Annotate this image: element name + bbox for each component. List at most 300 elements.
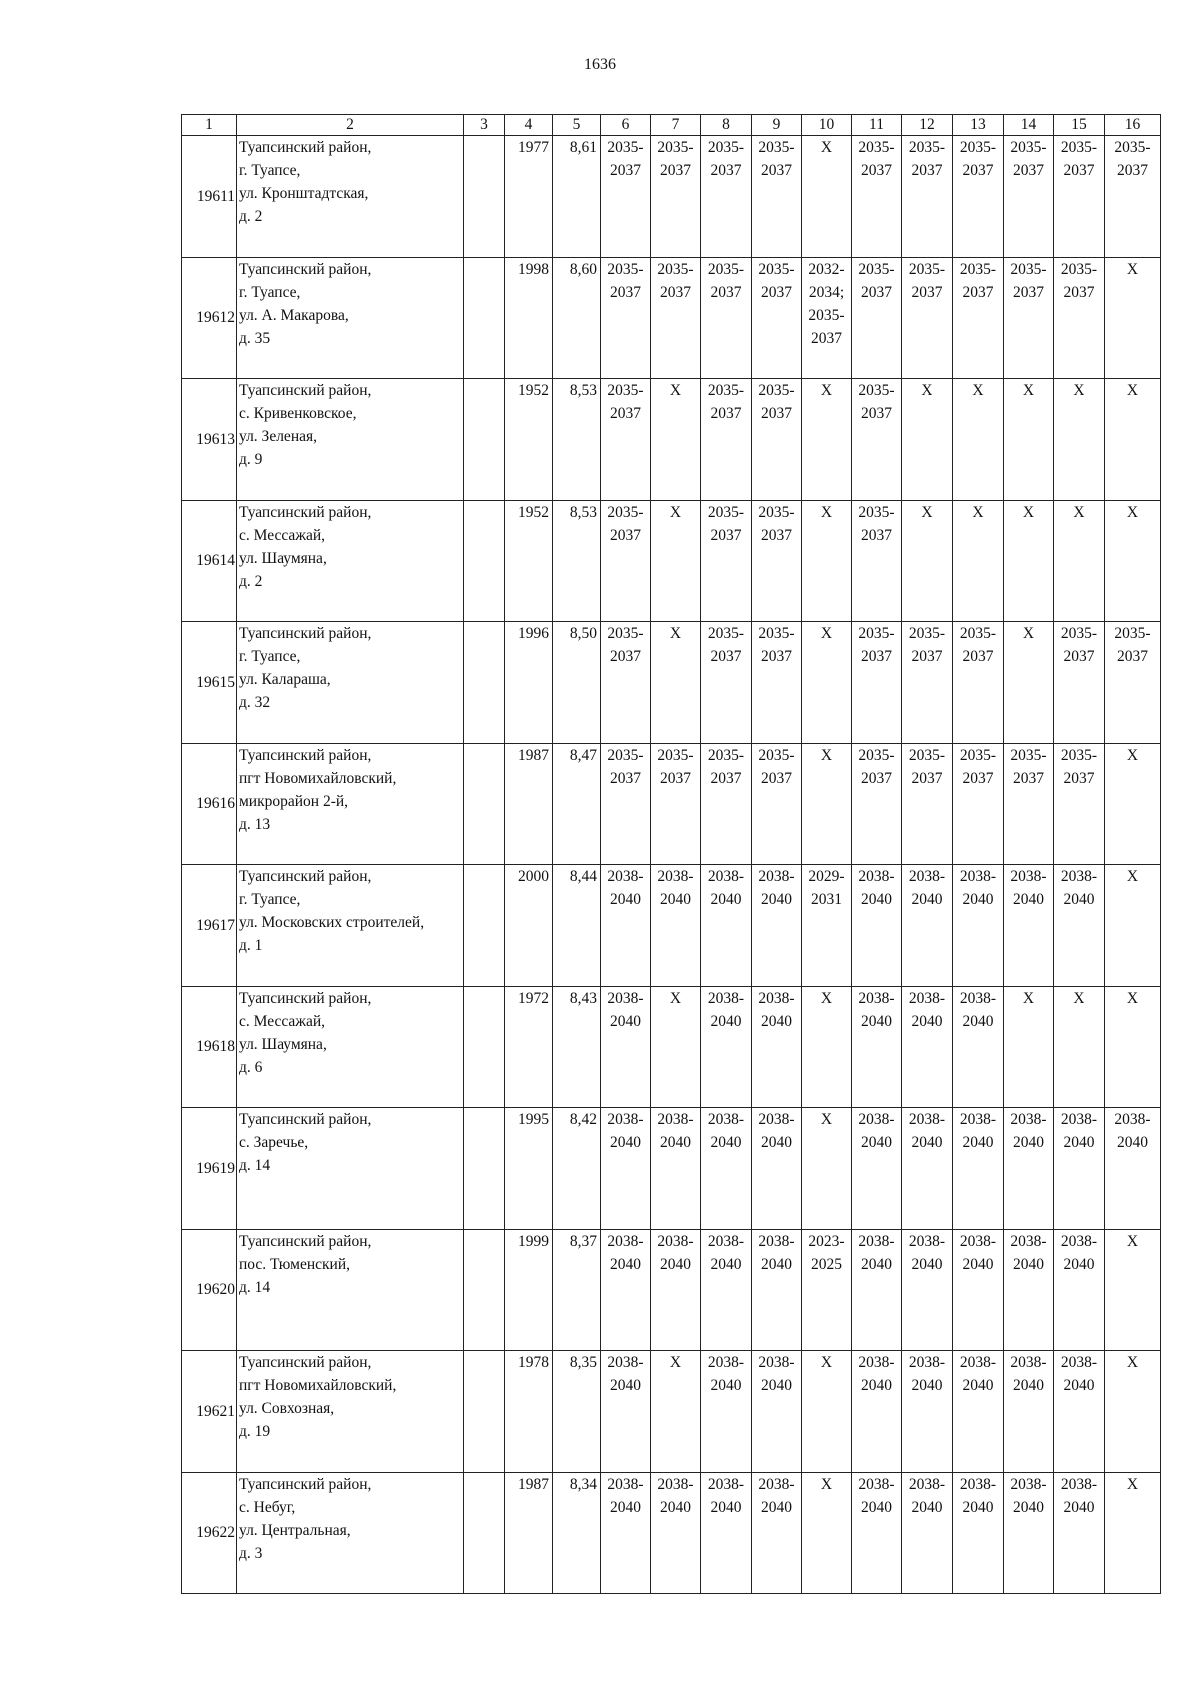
period-line: 2040: [911, 1377, 943, 1394]
period-cell: [1004, 1351, 1054, 1473]
column-header-11: 11: [852, 115, 902, 136]
period-cell: [1004, 986, 1054, 1108]
page-number: 1636: [584, 56, 616, 73]
period-cell: [902, 1351, 953, 1473]
period-cell: [601, 986, 651, 1108]
period-line: 2040: [911, 891, 943, 908]
index-cell: 8,43: [553, 986, 601, 1108]
period-cell: [802, 743, 852, 865]
address-cell: [237, 865, 464, 987]
period-line: 2038-: [657, 868, 694, 885]
address-line: д. 2: [239, 572, 263, 590]
period-line: 2040: [761, 1255, 792, 1273]
period-line: 2038-: [758, 1354, 795, 1371]
period-cell: [701, 743, 752, 865]
register-table: [181, 114, 1161, 1594]
period-cell: [852, 379, 902, 501]
period-cell: [852, 500, 902, 622]
column-3-cell: [464, 622, 505, 744]
period-line: 2038-: [1010, 1354, 1047, 1371]
period-line: 2037: [761, 283, 792, 301]
column-header-8: 8: [701, 115, 752, 136]
period-cell: [701, 986, 752, 1108]
period-cell: [802, 500, 852, 622]
period-line: 2037: [861, 769, 892, 787]
period-line: 2031: [811, 891, 842, 908]
period-line: 2038-: [607, 1354, 644, 1371]
period-line: 2040: [761, 1377, 792, 1394]
address-line: Туапсинский район,: [239, 139, 372, 156]
period-line: 2038-: [959, 1232, 997, 1250]
period-cell: [802, 136, 852, 258]
column-header-7: 7: [651, 115, 701, 136]
period-line: 2037: [710, 769, 742, 787]
table-row: [182, 500, 1161, 622]
period-line: 2037: [710, 526, 742, 544]
period-cell: [902, 500, 953, 622]
period-line: 2035-: [858, 746, 895, 764]
period-line: 2038-: [959, 1354, 997, 1371]
period-cell: [701, 1108, 752, 1230]
period-cell: [1004, 500, 1054, 622]
period-cell: [651, 500, 701, 622]
period-cell: [802, 1229, 852, 1351]
address-line: д. 2: [239, 208, 263, 225]
period-line: 2040: [1063, 891, 1095, 908]
period-cell: [1105, 986, 1161, 1108]
period-line: 2040: [710, 1012, 742, 1030]
index-cell: 8,50: [553, 622, 601, 744]
period-line: 2038-: [959, 868, 997, 885]
period-cell: [852, 865, 902, 987]
address-line: Туапсинский район,: [239, 989, 372, 1007]
period-cell: [752, 1472, 802, 1594]
period-line: 2035-: [858, 260, 895, 278]
period-cell: [601, 500, 651, 622]
period-cell: [953, 136, 1004, 258]
period-line: 2038-: [607, 1111, 644, 1128]
period-line: 2029-: [808, 868, 845, 885]
period-line: X: [820, 989, 833, 1007]
period-line: 2040: [610, 1134, 641, 1151]
period-line: 2040: [861, 1012, 892, 1030]
period-line: 2038-: [707, 1475, 745, 1493]
period-line: 2035-: [707, 746, 745, 764]
period-line: X: [820, 382, 833, 399]
address-line: микрорайон 2-й,: [239, 792, 349, 810]
column-3-cell: [464, 865, 505, 987]
period-line: 2037: [761, 405, 792, 422]
header-row: [182, 115, 1161, 136]
period-cell: [701, 379, 752, 501]
period-line: X: [669, 382, 682, 399]
period-line: 2040: [660, 1255, 691, 1273]
column-3-cell: [464, 1229, 505, 1351]
column-header-2: 2: [237, 115, 464, 136]
period-line: 2040: [962, 1498, 994, 1516]
address-line: Туапсинский район,: [239, 1111, 372, 1128]
period-line: 2037: [1063, 769, 1095, 787]
period-cell: [802, 986, 852, 1108]
index-cell: 8,34: [553, 1472, 601, 1594]
period-line: 2038-: [607, 1475, 644, 1493]
address-cell: [237, 1472, 464, 1594]
table-row: [182, 743, 1161, 865]
column-header-1: 1: [182, 115, 237, 136]
address-cell: [237, 136, 464, 258]
row-number: 19612: [182, 257, 237, 379]
table-body: [182, 136, 1161, 1594]
period-cell: [651, 136, 701, 258]
address-cell: [237, 986, 464, 1108]
period-line: 2040: [761, 1134, 792, 1151]
index-cell: 8,44: [553, 865, 601, 987]
period-line: 2040: [710, 1498, 742, 1516]
period-cell: [902, 986, 953, 1108]
table-row: [182, 986, 1161, 1108]
period-line: 2035-: [758, 625, 795, 642]
period-line: X: [1126, 1475, 1139, 1493]
period-line: 2040: [610, 1498, 641, 1516]
period-line: 2037: [761, 648, 792, 665]
period-line: 2040: [761, 891, 792, 908]
year-cell: 1995: [505, 1108, 553, 1230]
period-line: 2040: [962, 891, 994, 908]
address-line: с. Небуг,: [239, 1498, 296, 1516]
period-cell: [953, 986, 1004, 1108]
period-line: 2040: [1063, 1134, 1095, 1151]
address-line: Туапсинский район,: [239, 746, 372, 764]
period-cell: [953, 500, 1004, 622]
period-line: X: [1073, 382, 1085, 399]
address-line: д. 6: [239, 1058, 263, 1076]
period-line: 2037: [911, 162, 943, 179]
period-line: X: [1126, 382, 1139, 399]
period-line: 2035-: [959, 260, 997, 278]
period-line: 2035-: [707, 625, 745, 642]
period-line: 2037: [660, 162, 691, 179]
period-line: 2038-: [858, 1475, 895, 1493]
period-line: 2038-: [657, 1475, 694, 1493]
period-line: 2040: [610, 1012, 641, 1030]
period-line: 2035-: [1010, 746, 1047, 764]
period-cell: [953, 1472, 1004, 1594]
period-line: 2040: [861, 891, 892, 908]
period-cell: [701, 1229, 752, 1351]
address-line: с. Кривенковское,: [239, 405, 357, 422]
period-line: 2038-: [959, 989, 997, 1007]
period-line: X: [1073, 989, 1085, 1007]
period-cell: [902, 743, 953, 865]
period-line: X: [820, 139, 833, 156]
period-cell: [1004, 865, 1054, 987]
address-line: Туапсинский район,: [239, 1354, 372, 1371]
period-line: 2037: [610, 526, 641, 544]
column-header-15: 15: [1054, 115, 1105, 136]
period-cell: [902, 1108, 953, 1230]
address-line: Туапсинский район,: [239, 1232, 372, 1250]
period-line: 2037: [861, 648, 892, 665]
period-line: X: [1126, 1354, 1139, 1371]
period-line: 2037: [1117, 648, 1148, 665]
period-line: 2035-: [607, 260, 644, 278]
period-line: 2037: [962, 769, 994, 787]
address-line: Туапсинский район,: [239, 503, 372, 521]
index-cell: 8,37: [553, 1229, 601, 1351]
table-row: [182, 257, 1161, 379]
table-row: [182, 1472, 1161, 1594]
table-row: [182, 379, 1161, 501]
period-line: 2037: [710, 162, 742, 179]
period-line: 2037: [660, 769, 691, 787]
period-cell: [701, 865, 752, 987]
address-line: ул. Зеленая,: [239, 428, 317, 445]
year-cell: 2000: [505, 865, 553, 987]
period-cell: [1054, 500, 1105, 622]
year-cell: 1952: [505, 500, 553, 622]
period-line: 2040: [610, 891, 641, 908]
period-cell: [1004, 622, 1054, 744]
period-line: 2035-: [908, 260, 946, 278]
period-line: X: [1022, 625, 1035, 642]
column-header-10: 10: [802, 115, 852, 136]
period-line: 2038-: [908, 1354, 946, 1371]
column-header-4: 4: [505, 115, 553, 136]
period-line: 2035-: [607, 382, 644, 399]
address-line: с. Мессажай,: [239, 526, 326, 544]
period-line: 2040: [911, 1134, 943, 1151]
period-line: 2035-: [758, 746, 795, 764]
period-cell: [752, 257, 802, 379]
address-line: д. 9: [239, 451, 263, 468]
address-line: с. Заречье,: [239, 1134, 309, 1151]
year-cell: 1952: [505, 379, 553, 501]
address-line: д. 35: [239, 329, 271, 347]
period-line: 2038-: [908, 1111, 946, 1128]
period-line: X: [820, 625, 833, 642]
row-number: 19618: [182, 986, 237, 1108]
period-line: 2038-: [1060, 1232, 1098, 1250]
row-number: 19613: [182, 379, 237, 501]
period-cell: [852, 1108, 902, 1230]
period-line: 2037: [1013, 162, 1044, 179]
period-cell: [651, 1351, 701, 1473]
period-line: 2038-: [1060, 1475, 1098, 1493]
period-cell: [701, 1472, 752, 1594]
row-number: 19622: [182, 1472, 237, 1594]
address-line: д. 3: [239, 1544, 263, 1562]
period-cell: [902, 379, 953, 501]
period-line: 2035-: [959, 625, 997, 642]
period-line: 2037: [962, 162, 994, 179]
period-cell: [802, 1351, 852, 1473]
period-cell: [1105, 1108, 1161, 1230]
period-line: 2040: [1117, 1134, 1148, 1151]
column-header-9: 9: [752, 115, 802, 136]
period-line: 2038-: [607, 989, 644, 1007]
period-cell: [1004, 1229, 1054, 1351]
period-cell: [802, 379, 852, 501]
period-line: 2038-: [959, 1475, 997, 1493]
period-line: 2040: [710, 1134, 742, 1151]
period-line: 2035-: [607, 746, 644, 764]
period-line: 2035-: [707, 139, 745, 156]
year-cell: 1987: [505, 1472, 553, 1594]
period-line: X: [820, 1111, 833, 1128]
period-line: 2040: [1063, 1377, 1095, 1394]
period-cell: [953, 622, 1004, 744]
period-cell: [752, 1351, 802, 1473]
period-line: 2038-: [1060, 1111, 1098, 1128]
period-cell: [752, 379, 802, 501]
period-cell: [1054, 986, 1105, 1108]
period-line: 2038-: [858, 989, 895, 1007]
period-cell: [1105, 1351, 1161, 1473]
period-line: X: [820, 503, 833, 521]
period-line: 2035-: [707, 382, 745, 399]
period-line: 2035-: [758, 503, 795, 521]
address-line: ул. А. Макарова,: [239, 306, 349, 324]
period-cell: [752, 743, 802, 865]
period-cell: [852, 622, 902, 744]
period-cell: [1054, 257, 1105, 379]
period-line: X: [1022, 989, 1035, 1007]
period-line: 2035-: [808, 306, 845, 324]
index-cell: 8,47: [553, 743, 601, 865]
address-line: Туапсинский район,: [239, 868, 372, 885]
period-line: 2038-: [758, 1232, 795, 1250]
period-cell: [651, 622, 701, 744]
address-line: пгт Новомихайловский,: [239, 1377, 397, 1394]
address-cell: [237, 257, 464, 379]
column-3-cell: [464, 1108, 505, 1230]
period-line: 2035-: [607, 625, 644, 642]
address-cell: [237, 1351, 464, 1473]
period-line: 2040: [1013, 1377, 1044, 1394]
period-cell: [1105, 500, 1161, 622]
period-line: 2038-: [607, 1232, 644, 1250]
index-cell: 8,35: [553, 1351, 601, 1473]
period-line: 2038-: [758, 1111, 795, 1128]
period-line: 2035-: [1060, 625, 1098, 642]
period-line: 2040: [1013, 891, 1044, 908]
period-line: 2040: [962, 1012, 994, 1030]
period-cell: [1105, 257, 1161, 379]
period-line: 2035-: [707, 503, 745, 521]
period-cell: [852, 743, 902, 865]
period-line: 2035-: [707, 260, 745, 278]
row-number: 19621: [182, 1351, 237, 1473]
column-3-cell: [464, 743, 505, 865]
period-line: X: [1022, 503, 1035, 521]
column-header-14: 14: [1004, 115, 1054, 136]
address-line: г. Туапсе,: [239, 162, 301, 179]
period-line: 2035-: [1060, 260, 1098, 278]
address-line: ул. Шаумяна,: [239, 549, 327, 567]
period-cell: [902, 865, 953, 987]
period-cell: [601, 1472, 651, 1594]
period-cell: [953, 1108, 1004, 1230]
period-line: 2040: [861, 1498, 892, 1516]
period-cell: [1004, 1472, 1054, 1594]
period-cell: [1054, 1351, 1105, 1473]
column-header-16: 16: [1105, 115, 1161, 136]
period-line: 2037: [610, 162, 641, 179]
period-line: 2038-: [758, 989, 795, 1007]
period-line: X: [972, 503, 984, 521]
period-cell: [1054, 865, 1105, 987]
address-line: ул. Кронштадтская,: [239, 185, 369, 202]
period-cell: [802, 1472, 852, 1594]
period-cell: [1004, 136, 1054, 258]
period-line: X: [1126, 503, 1139, 521]
period-line: 2038-: [1114, 1111, 1151, 1128]
period-line: 2038-: [758, 868, 795, 885]
period-line: 2038-: [607, 868, 644, 885]
period-cell: [902, 257, 953, 379]
period-line: 2038-: [758, 1475, 795, 1493]
period-line: 2038-: [908, 1475, 946, 1493]
period-line: 2038-: [707, 1232, 745, 1250]
period-line: 2035-: [657, 139, 694, 156]
address-line: д. 19: [239, 1423, 271, 1440]
period-line: 2038-: [908, 989, 946, 1007]
period-line: X: [972, 382, 984, 399]
period-line: 2038-: [657, 1232, 694, 1250]
period-line: 2040: [861, 1377, 892, 1394]
address-cell: [237, 622, 464, 744]
period-line: 2037: [911, 283, 943, 301]
column-3-cell: [464, 379, 505, 501]
period-line: X: [669, 625, 682, 642]
period-line: 2038-: [657, 1111, 694, 1128]
period-line: 2040: [660, 1134, 691, 1151]
row-number: 19614: [182, 500, 237, 622]
address-cell: [237, 379, 464, 501]
period-line: 2038-: [959, 1111, 997, 1128]
period-cell: [601, 743, 651, 865]
period-line: 2037: [1013, 769, 1044, 787]
period-line: 2040: [1013, 1255, 1044, 1273]
index-cell: 8,53: [553, 500, 601, 622]
period-line: 2040: [911, 1498, 943, 1516]
period-cell: [651, 1108, 701, 1230]
period-line: 2037: [861, 162, 892, 179]
year-cell: 1977: [505, 136, 553, 258]
period-line: 2037: [660, 283, 691, 301]
period-cell: [902, 136, 953, 258]
period-line: X: [820, 746, 833, 764]
year-cell: 1996: [505, 622, 553, 744]
period-cell: [752, 1229, 802, 1351]
address-cell: [237, 743, 464, 865]
column-header-3: 3: [464, 115, 505, 136]
period-line: 2035-: [758, 260, 795, 278]
period-line: 2040: [962, 1255, 994, 1273]
period-line: 2035-: [1114, 625, 1151, 642]
period-line: 2038-: [1010, 1475, 1047, 1493]
period-line: 2040: [610, 1255, 641, 1273]
period-line: 2037: [1117, 162, 1148, 179]
period-line: X: [1126, 746, 1139, 764]
period-line: 2040: [911, 1012, 943, 1030]
column-3-cell: [464, 257, 505, 379]
period-cell: [1105, 865, 1161, 987]
period-line: 2035-: [858, 625, 895, 642]
period-line: 2040: [861, 1134, 892, 1151]
period-line: X: [921, 503, 933, 521]
row-number: 19616: [182, 743, 237, 865]
